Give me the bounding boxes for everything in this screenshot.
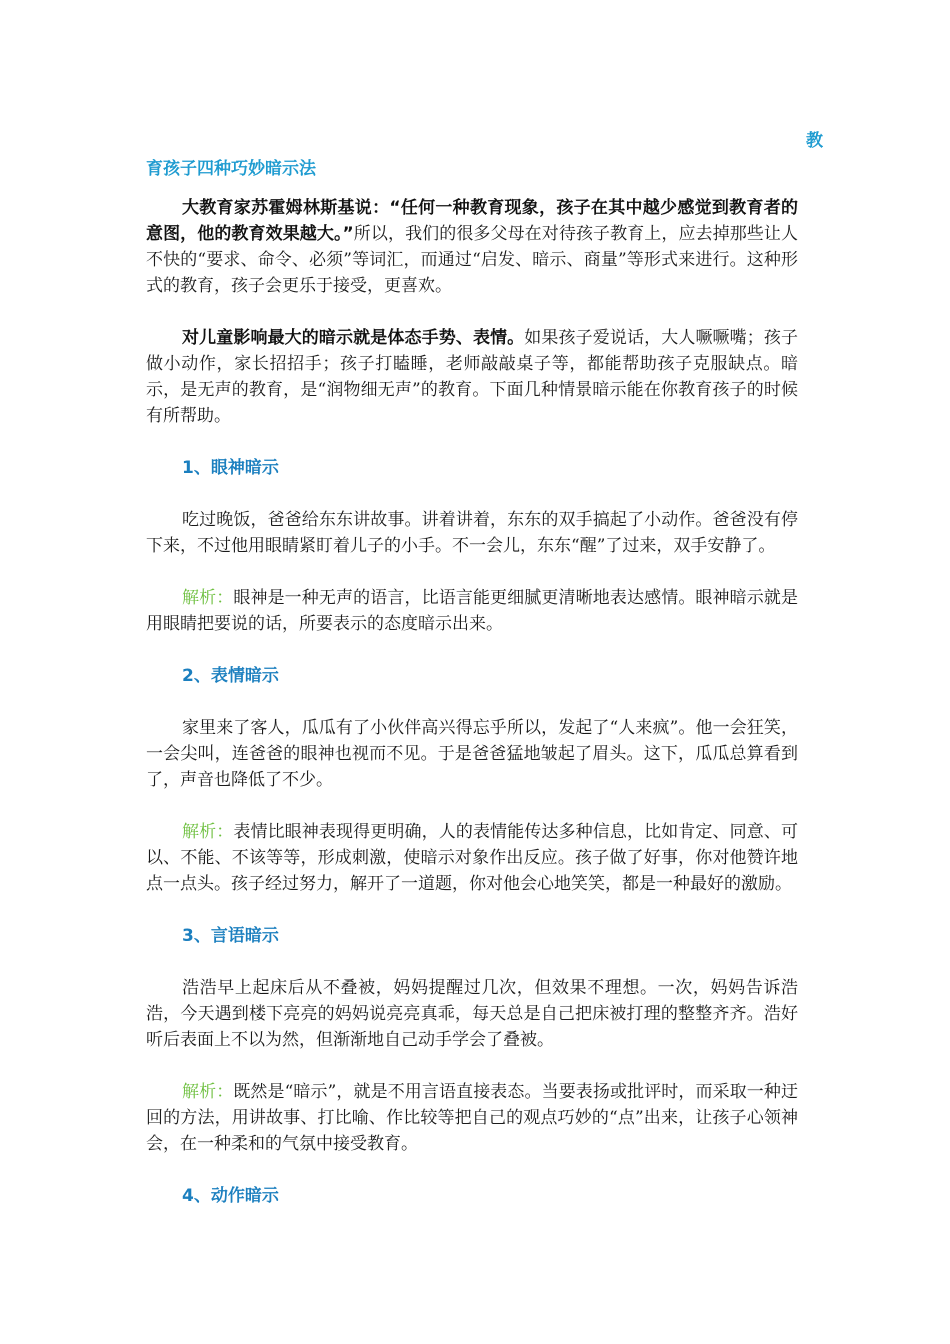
intro-paragraph-2	[146, 325, 798, 429]
analysis-label: 解析：	[182, 588, 234, 608]
section-story-expression: 家里来了客人，瓜瓜有了小伙伴高兴得忘乎所以，发起了“人来疯”。他一会狂笑，一会尖叫，连爸爸的眼神也视而不见。于是爸爸猛地皱起了眉头。这下，瓜瓜总算看到了，声音也降低了不少。	[146, 718, 798, 790]
analysis-text: 既然是“暗示”，就是不用言语直接表态。当要表扬或批评时，而采取一种迂回的方法，用讲故事、打比喻、作比较等把自己的观点巧妙的“点”出来，让孩子心领神会，在一种柔和的气氛中接受教育。	[146, 1082, 799, 1154]
analysis-label: 解析：	[182, 822, 234, 842]
article-body	[146, 195, 798, 1235]
section-heading-eye: 1、眼神暗示	[182, 458, 279, 478]
analysis-text: 眼神是一种无声的语言，比语言能更细腻更清晰地表达感情。眼神暗示就是用眼睛把要说的话，所要表示的态度暗示出来。	[146, 588, 798, 634]
section-heading-action: 4、动作暗示	[182, 1186, 279, 1206]
intro-paragraph-1	[146, 195, 798, 299]
section-heading-speech: 3、言语暗示	[182, 926, 279, 946]
section-analysis-eye	[146, 585, 798, 637]
analysis-label: 解析：	[182, 1082, 234, 1102]
section-analysis-expression	[146, 819, 798, 897]
title-first-char: 教	[806, 131, 823, 151]
page-title: 育孩子四种巧妙暗示法	[146, 159, 316, 179]
analysis-text: 表情比眼神表现得更明确，人的表情能传达多种信息，比如肯定、同意、可以、不能、不该等等，形成刺激，使暗示对象作出反应。孩子做了好事，你对他赞许地点一点头。孩子经过努力，解开了一道题，你对他会心地笑笑，都是一种最好的激励。	[146, 822, 798, 894]
section-analysis-speech	[146, 1079, 798, 1157]
intro-paragraph-1-text: 所以，我们的很多父母在对待孩子教育上，应去掉那些让人不快的“要求、命令、必须”等词汇，而通过“启发、暗示、商量”等形式来进行。这种形式的教育，孩子会更乐于接受，更喜欢。	[146, 224, 798, 296]
section-story-eye: 吃过晚饭，爸爸给东东讲故事。讲着讲着，东东的双手搞起了小动作。爸爸没有停下来，不过他用眼睛紧盯着儿子的小手。不一会儿，东东“醒”了过来，双手安静了。	[146, 510, 798, 556]
section-heading-expression: 2、表情暗示	[182, 666, 279, 686]
intro-key-point: 对儿童影响最大的暗示就是体态手势、表情。	[182, 328, 525, 348]
intro-quote: 大教育家苏霍姆林斯基说：“任何一种教育现象，孩子在其中越少感觉到教育者的意图，他的教育效果越大。”	[146, 198, 798, 244]
section-story-speech: 浩浩早上起床后从不叠被，妈妈提醒过几次，但效果不理想。一次，妈妈告诉浩浩，今天遇到楼下亮亮的妈妈说亮亮真乖，每天总是自己把床被打理的整整齐齐。浩好听后表面上不以为然，但渐渐地自己动手学会了叠被。	[146, 978, 798, 1050]
intro-paragraph-2-text: 如果孩子爱说话，大人噘噘嘴；孩子做小动作，家长招招手；孩子打瞌睡，老师敲敲桌子等，都能帮助孩子克服缺点。暗示，是无声的教育，是“润物细无声”的教育。下面几种情景暗示能在你教育孩子的时候有所帮助。	[146, 328, 799, 426]
